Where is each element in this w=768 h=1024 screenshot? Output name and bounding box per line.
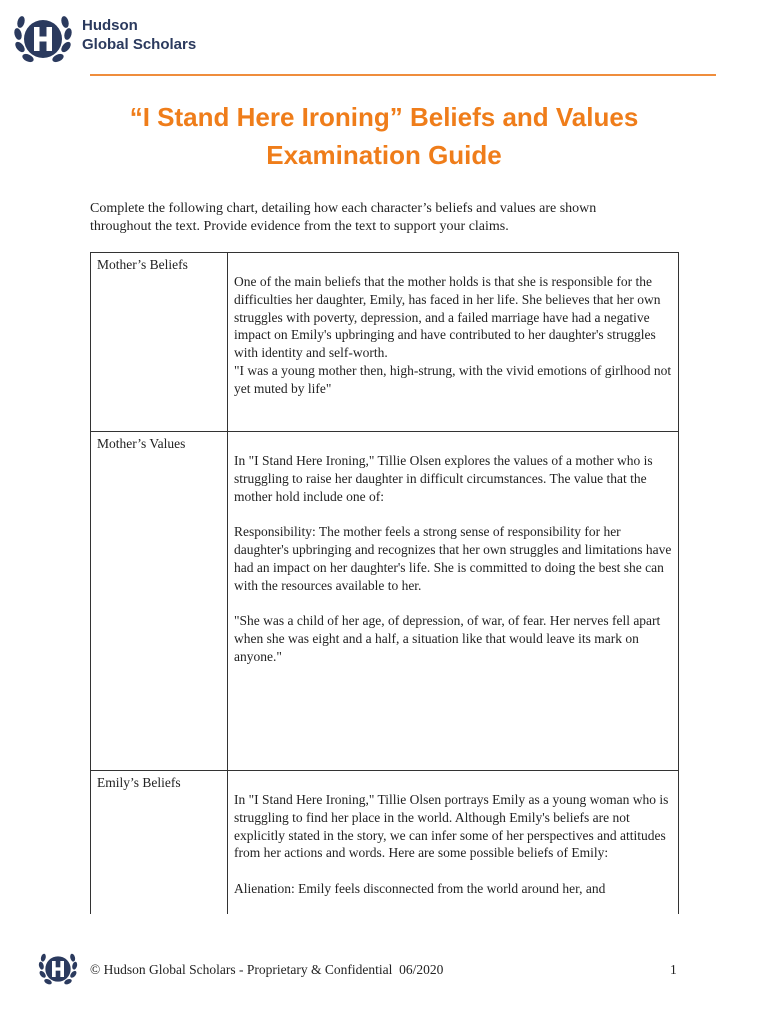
instructions-text: Complete the following chart, detailing how each character’s beliefs and values are shown throughout the text. Provide evidence from the text to support your claims. bbox=[90, 201, 597, 234]
title-line2: Examination Guide bbox=[266, 140, 502, 170]
row-label: Mother’s Beliefs bbox=[91, 253, 228, 432]
table-row bbox=[91, 771, 679, 914]
table-row bbox=[91, 432, 679, 771]
laurel-h-logo-icon bbox=[10, 6, 76, 72]
row-response[interactable] bbox=[228, 253, 679, 432]
row-label: Mother’s Values bbox=[91, 432, 228, 771]
footer-copyright: © Hudson Global Scholars - Proprietary & Confidential 06/2020 bbox=[90, 962, 444, 977]
org-name-line1: Hudson bbox=[82, 17, 138, 34]
response-paragraph: Alienation: Emily feels disconnected from the world around her, and bbox=[234, 880, 606, 896]
row-label: Emily’s Beliefs bbox=[91, 771, 228, 914]
row-response[interactable] bbox=[228, 432, 679, 771]
title-line1: “I Stand Here Ironing” Beliefs and Values bbox=[129, 102, 639, 132]
page-number: 1 bbox=[670, 962, 677, 977]
document-title bbox=[0, 98, 768, 174]
evidence-quote: "She was a child of her age, of depression, of war, of fear. Her nerves fell apart when she was eight and a half, a situation like that would leave its mark on anyone." bbox=[234, 613, 661, 664]
org-name-line2: Global Scholars bbox=[82, 36, 197, 53]
response-paragraph: In "I Stand Here Ironing," Tillie Olsen portrays Emily as a young woman who is struggling to find her place in the world. Although Emily's beliefs are not explicitly stated in the story, we can infer some of her perspectives and attitudes from her actions and words. Here are some possible beliefs of Emily: bbox=[234, 792, 669, 861]
row-response[interactable] bbox=[228, 771, 679, 914]
organization-name bbox=[82, 16, 196, 54]
page-footer bbox=[0, 940, 768, 1000]
response-paragraph: One of the main beliefs that the mother holds is that she is responsible for the difficulties her daughter, Emily, has faced in her life. She believes that her own struggles with poverty, depression, and a failed marriage have had a negative impact on Emily's upbringing and have contributed to her daughter's struggles with identity and self-worth. bbox=[234, 274, 661, 361]
header-divider bbox=[90, 74, 716, 76]
beliefs-values-chart bbox=[90, 252, 679, 914]
laurel-h-logo-icon bbox=[36, 947, 80, 991]
response-paragraph: In "I Stand Here Ironing," Tillie Olsen explores the values of a mother who is struggling to raise her daughter in difficult circumstances. The value that the mother hold include one of: bbox=[234, 453, 653, 504]
page-header bbox=[0, 0, 768, 78]
response-paragraph: Responsibility: The mother feels a strong sense of responsibility for her daughter's upbringing and recognizes that her own struggles and limitations have had an impact on her daughter's life. She is committed to doing the best she can with the resources available to her. bbox=[234, 524, 672, 593]
table-row bbox=[91, 253, 679, 432]
evidence-quote: "I was a young mother then, high-strung, with the vivid emotions of girlhood not yet muted by life" bbox=[234, 362, 672, 396]
